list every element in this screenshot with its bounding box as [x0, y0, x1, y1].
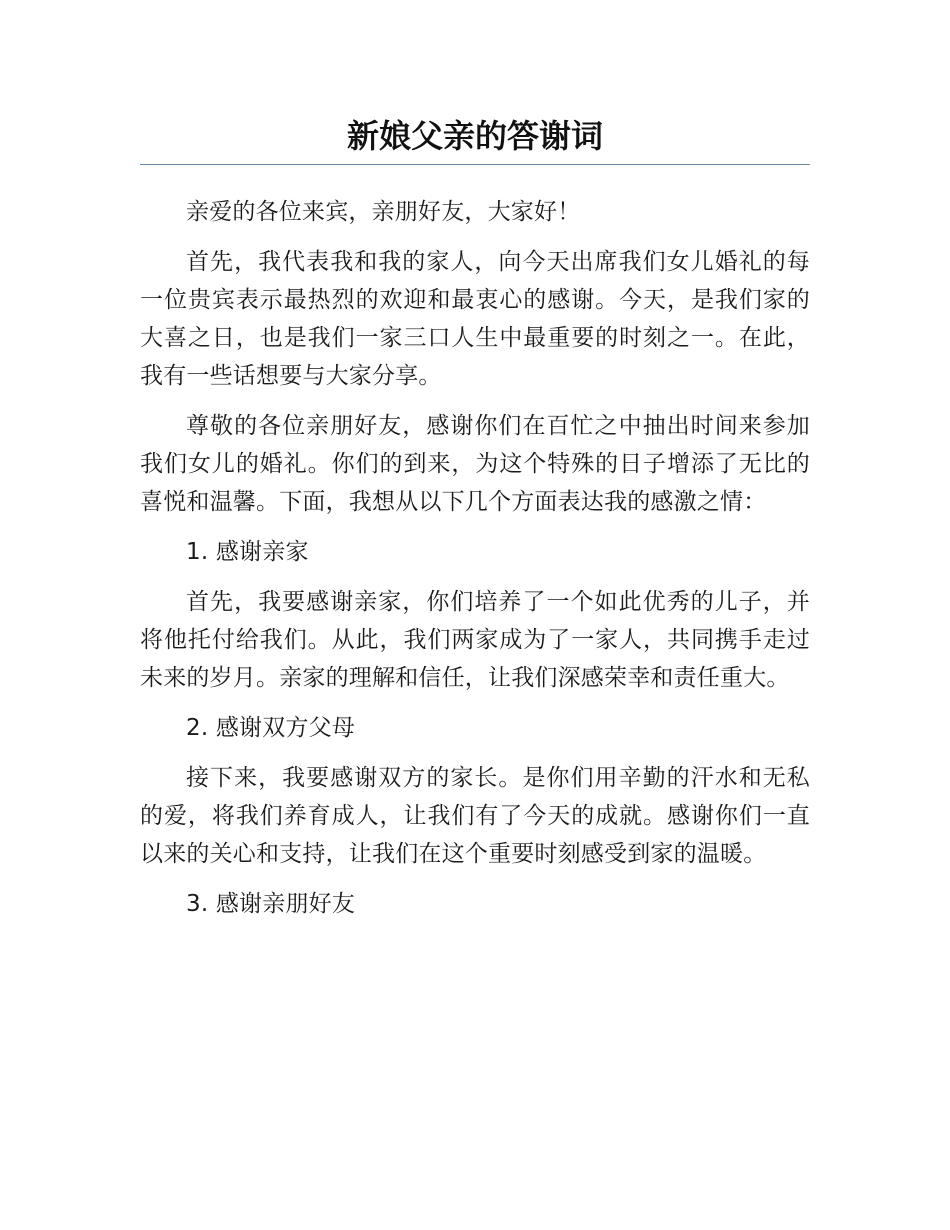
thanks-paragraph: 尊敬的各位亲朋好友，感谢你们在百忙之中抽出时间来参加我们女儿的婚礼。你们的到来，为这个特殊的日子增添了无比的喜悦和温馨。下面，我想从以下几个方面表达我的感激之情： — [140, 413, 810, 515]
section-heading-3: 3. 感谢亲朋好友 — [186, 891, 356, 917]
greeting-paragraph: 亲爱的各位来宾，亲朋好友，大家好！ — [186, 199, 581, 225]
page-title: 新娘父亲的答谢词 — [346, 117, 603, 155]
section-heading-1: 1. 感谢亲家 — [186, 539, 309, 565]
section-text-2: 接下来，我要感谢双方的家长。是你们用辛勤的汗水和无私的爱，将我们养育成人，让我们有了今天的成就。感谢你们一直以来的关心和支持，让我们在这个重要时刻感受到家的温暖。 — [140, 765, 810, 867]
document-page — [140, 112, 810, 935]
intro-paragraph: 首先，我代表我和我的家人，向今天出席我们女儿婚礼的每一位贵宾表示最热烈的欢迎和最衷心的感谢。今天，是我们家的大喜之日，也是我们一家三口人生中最重要的时刻之一。在此，我有一些话想要与大家分享。 — [140, 249, 810, 389]
title-underline — [140, 164, 810, 165]
section-heading-2: 2. 感谢双方父母 — [186, 715, 356, 741]
section-text-1: 首先，我要感谢亲家，你们培养了一个如此优秀的儿子，并将他托付给我们。从此，我们两家成为了一家人，共同携手走过未来的岁月。亲家的理解和信任，让我们深感荣幸和责任重大。 — [140, 589, 810, 691]
